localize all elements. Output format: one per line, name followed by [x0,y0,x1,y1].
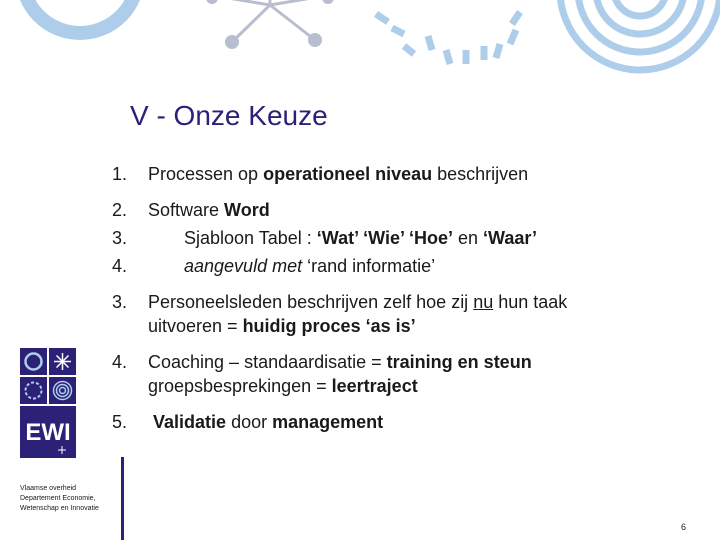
ewi-logo [20,348,76,458]
item-number: 2. [112,200,128,220]
page-number: 6 [680,522,686,532]
list-item: 3. Personeelsleden beschrijven zelf hoe zij nu hun taak uitvoeren = huidig proces ‘as is’ [112,292,568,336]
item-number: 3. [112,228,128,248]
footer-divider [121,457,124,540]
list-item: 5. Validatie door management [112,412,384,432]
concentric-rings-graphic [560,0,720,70]
header-decoration [0,0,720,80]
dashed-arc-graphic [376,12,520,64]
logo-text: EWI [25,419,71,446]
item-number: 4. [112,256,128,276]
item-number: 5. [112,412,128,432]
list-item: 4. aangevuld met ‘rand informatie’ [112,256,436,276]
item-number: 3. [112,292,128,312]
item-number: 4. [112,352,128,372]
ring-graphic-left [22,0,138,33]
list-item: 3. Sjabloon Tabel : ‘Wat’ ‘Wie’ ‘Hoe’ en ‘Waar’ [112,228,538,248]
list-item: 2. Software Word [112,200,270,220]
list-item: 1. Processen op operationeel niveau beschrijven [112,164,529,184]
footer-organization: Vlaamse overheid Departement Economie, Wetenschap en Innovatie [20,485,99,512]
slide-title: V - Onze Keuze [130,100,328,131]
starburst-graphic [206,0,334,49]
list-item: 4. Coaching – standaardisatie = training en steun groepsbesprekingen = leertraject [112,352,532,396]
item-number: 1. [112,164,128,184]
